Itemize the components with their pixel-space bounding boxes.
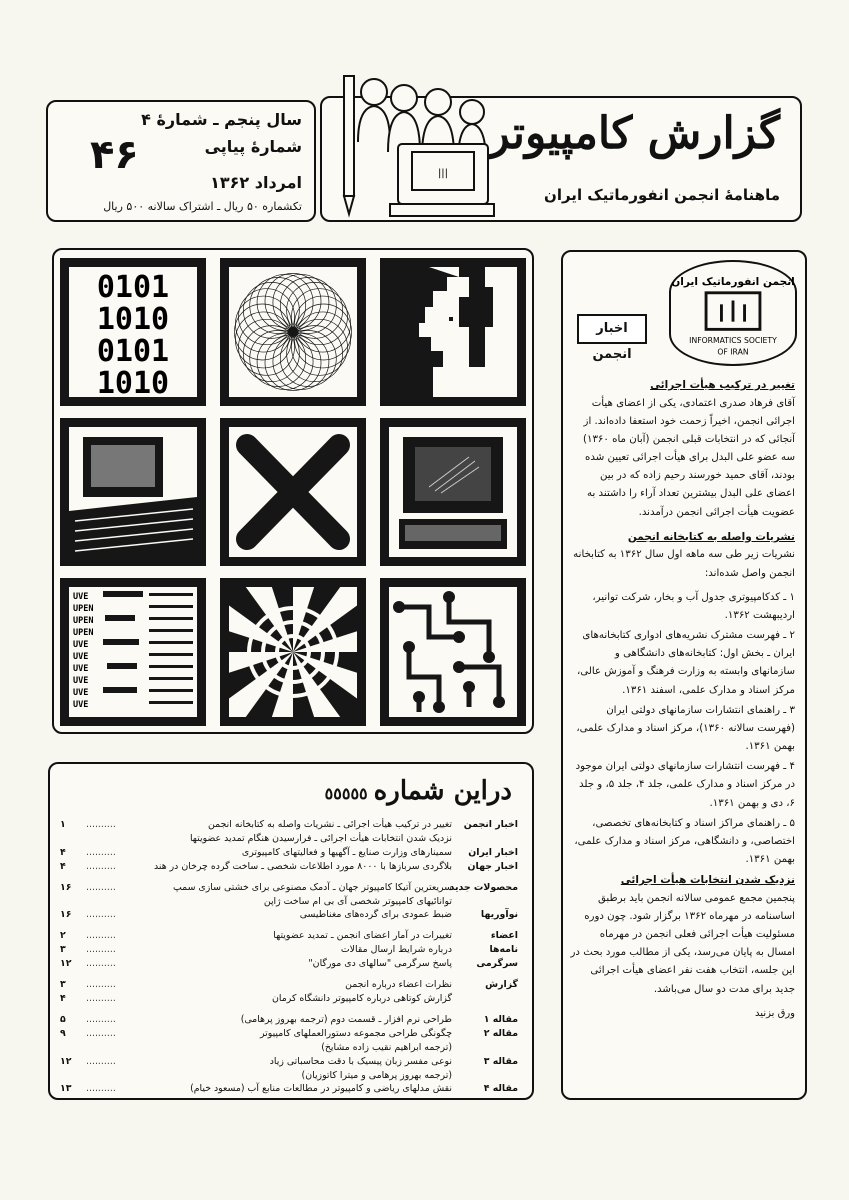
contents-section: اخبار انجمن <box>463 819 518 830</box>
contents-section: مقاله ۱ <box>483 1013 518 1025</box>
contents-section: مقاله ۳ <box>483 1055 518 1067</box>
binary-digits-tile <box>60 258 206 406</box>
contents-spacer <box>60 971 518 978</box>
contents-section: مقاله ۲ <box>483 1027 518 1039</box>
contents-row[interactable] <box>60 992 518 1006</box>
contents-leader: .......... <box>86 881 116 893</box>
contents-spacer <box>60 1006 518 1013</box>
listing-line-9: UVE <box>73 688 89 698</box>
circuit-board-tile <box>380 578 526 726</box>
contents-entry: (ترجمه ابراهیم نقیب زاده مشایخ) <box>321 1041 452 1053</box>
binary-line-3: 0101 <box>96 334 170 369</box>
contents-row[interactable] <box>60 881 518 895</box>
spirograph-tile <box>220 258 366 406</box>
contents-entry: سمینارهای وزارت صنایع ـ آگهیها و فعالیتهای کامپیوتری <box>241 846 452 858</box>
contents-page-number: ۵ <box>60 1013 66 1025</box>
contents-section <box>458 1041 518 1055</box>
news-text-board-change: آقای فرهاد صدری اعتمادی، یکی از اعضای هیأت اجرائی انجمن، اخیراً زحمت خود استعفا داده‌اند. از آنجائی که در انتخابات قبلی انجمن (آبان ماه ۱۳۶۰) سه عضو علی البدل برای هیأت اجرائی تعیین شده بودند، آقای حمید خورسند رحیم زاده که در بین اعضای علی البدل بیشترین تعداد آراء را داشتند به عضویت هیأت اجرائی انجمن درآمدند. <box>583 397 795 518</box>
contents-title <box>325 776 512 806</box>
contents-page-number <box>60 1069 80 1083</box>
contents-row[interactable] <box>60 943 518 957</box>
contents-row[interactable] <box>60 1027 518 1041</box>
contents-section <box>458 832 518 846</box>
contents-page-number: ۱۲ <box>60 1055 72 1067</box>
contents-row[interactable] <box>60 846 518 860</box>
contents-page-number: ۱ <box>60 819 66 830</box>
listing-line-3: UPEN <box>73 616 94 626</box>
contents-entry: ضبط عمودی برای گرده‌های مغناطیسی <box>299 909 452 921</box>
contents-section: اخبار ایران <box>468 846 518 858</box>
turn-page-note: ورق بزنید <box>755 1007 795 1019</box>
contents-row[interactable] <box>60 978 518 992</box>
contents-entry: نظرات اعضاء درباره انجمن <box>345 979 452 991</box>
binary-line-4: 1010 <box>96 366 170 397</box>
x-cross-tile <box>220 418 366 566</box>
binary-line-1: 0101 <box>96 270 170 305</box>
listing-line-5: UVE <box>73 640 89 650</box>
contents-page-number: ۱۲ <box>60 958 72 970</box>
listing-line-1: UVE <box>73 592 89 602</box>
library-item: ۴ ـ فهرست انتشارات سازمانهای دولتی ایران موجود در مرکز اسناد و مدارک علمی، جلد ۴، جلد ۵، و جلد ۶، دی و بهمن ۱۳۶۱. <box>575 761 795 809</box>
contents-entry: درباره شرایط ارسال مقالات <box>340 944 452 956</box>
pixel-profile-tile <box>380 258 526 406</box>
contents-entry: توانائیهای کامپیوتر شخصی آی بی ام ساخت ژاپن <box>263 895 452 907</box>
contents-title-text: دراین شماره <box>373 776 512 806</box>
contents-page-number <box>60 1041 80 1055</box>
contents-section <box>458 1069 518 1083</box>
contents-row[interactable] <box>60 832 518 846</box>
contents-section: اعضاء <box>490 930 518 942</box>
listing-line-6: UVE <box>73 652 89 662</box>
svg-text:|||: ||| <box>437 168 449 179</box>
contents-leader: .......... <box>86 1083 116 1095</box>
contents-row[interactable] <box>60 818 518 832</box>
contents-section: محصولات جدید <box>449 881 518 893</box>
contents-row[interactable] <box>60 1082 518 1096</box>
contents-leader: .......... <box>86 1027 116 1039</box>
contents-page-number <box>60 895 80 909</box>
contents-page-number: ۴ <box>60 860 66 872</box>
contents-page-number: ۳ <box>60 979 66 991</box>
contents-page-number: ۹ <box>60 1027 66 1039</box>
contents-leader: .......... <box>86 930 116 942</box>
issue-info-box <box>46 100 316 222</box>
contents-leader: .......... <box>86 1055 116 1067</box>
computer-keyboard-tile <box>60 418 206 566</box>
contents-entry: گزارش کوتاهی درباره کامپیوتر دانشگاه کرمان <box>272 992 452 1004</box>
serial-line <box>60 132 302 178</box>
logo-name-en-1: INFORMATICS SOCIETY <box>689 335 777 345</box>
news-text-elections: پنجمین مجمع عمومی سالانه انجمن باید برطبق اساسنامه در مهرماه ۱۳۶۲ برگزار شود. چون دوره مسئولیت هیأت اجرائی فعلی انجمن در مهرماه امسال به پایان می‌رسد، یکی از مطالب مورد بحث در این جلسه، انتخاب هفت نفر اعضای هیأت اجرائی جدید برای مدت دو سال می‌باشد. <box>570 892 795 995</box>
contents-row[interactable] <box>60 860 518 874</box>
contents-row[interactable] <box>60 1013 518 1027</box>
contents-page-number <box>60 832 80 846</box>
contents-entry: بلاگردی سربازها با ۸۰۰۰ مورد اطلاعات شخصی ـ ساخت گرده چرخان در هند <box>153 860 452 872</box>
society-news-label: اخبار انجمن <box>577 314 647 344</box>
news-text-library-intro: نشریات زیر طی سه ماهه اول سال ۱۳۶۲ به کتابخانه انجمن واصل شده‌اند: <box>573 549 795 579</box>
contents-page-number: ۴ <box>60 846 66 858</box>
listing-line-2: UPEN <box>73 604 94 614</box>
library-item: ۱ ـ کدکامپیوتری جدول آب و بخار، شرکت توانیر، اردیبهشت ۱۳۶۲. <box>592 591 795 621</box>
contents-row[interactable] <box>60 957 518 971</box>
contents-leader: .......... <box>86 979 116 991</box>
contents-entry: تغییرات در آمار اعضای انجمن ـ تمدید عضویتها <box>273 930 452 942</box>
printout-listing-tile <box>60 578 206 726</box>
contents-section: اخبار جهان <box>467 860 518 872</box>
society-logo <box>669 260 797 366</box>
contents-leader: .......... <box>86 1013 116 1025</box>
serial-number: ۴۶ <box>90 132 139 178</box>
contents-row[interactable] <box>60 929 518 943</box>
contents-row[interactable] <box>60 1041 518 1055</box>
contents-row[interactable] <box>60 908 518 922</box>
contents-leader: .......... <box>86 944 116 956</box>
contents-entry: سریعترین آتیکا کامپیوتر جهان ـ آدمک مصنوعی برای خشتی سازی سمپ <box>172 881 452 893</box>
listing-line-8: UVE <box>73 676 89 686</box>
magazine-subtitle: ماهنامۀ انجمن انفورماتیک ایران <box>544 186 780 204</box>
contents-section: مقاله ۴ <box>483 1083 518 1095</box>
contents-entry: نقش مدلهای ریاضی و کامپیوتر در مطالعات منابع آب (مسعود خیام) <box>190 1083 452 1095</box>
logo-name-fa: انجمن انفورماتیک ایران <box>671 276 795 289</box>
contents-title-dots: ٥٥٥٥٥ <box>324 784 368 803</box>
contents-row[interactable] <box>60 1055 518 1069</box>
library-item: ۵ ـ راهنمای مراکز اسناد و کتابخانه‌های تخصصی، اختصاصی، و دانشگاهی، مرکز اسناد و مدارک علمی، بهمن ۱۳۶۱. <box>574 817 795 865</box>
contents-section <box>458 992 518 1006</box>
contents-entry: نوعی مفسر زبان پیسیک با دقت محاسباتی زیاد <box>269 1055 452 1067</box>
contents-entry: نزدیک شدن انتخابات هیأت اجرائی ـ فرارسیدن هنگام تمدید عضویتها <box>189 832 452 844</box>
contents-leader: .......... <box>86 860 116 872</box>
contents-leader: .......... <box>86 992 116 1004</box>
magazine-title: گزارش کامپیوتر <box>488 108 780 159</box>
news-body <box>569 374 795 1023</box>
contents-box <box>48 762 534 1100</box>
contents-entry: (ترجمه بهروز پرهامی و میترا کاتوزیان) <box>301 1069 452 1081</box>
contents-entry: چگونگی طراحی مجموعه دستورالعملهای کامپیوتر <box>259 1027 452 1039</box>
contents-spacer <box>60 874 518 881</box>
library-item: ۲ ـ فهرست مشترک نشریه‌های ادواری کتابخانه‌های ایران ـ بخش اول: کتابخانه‌های دانشگاهی و سازمانهای وابسته به وزارت فرهنگ و آموزش عالی، مرکز اسناد و مدارک علمی، اسفند ۱۳۶۱. <box>576 630 795 696</box>
contents-list <box>60 818 518 1096</box>
spiro-center <box>288 327 298 337</box>
contents-row[interactable] <box>60 1069 518 1083</box>
price-line: تکشماره ۵۰ ریال ـ اشتراک سالانه ۵۰۰ ریال <box>103 200 302 213</box>
volume-label: سال پنجم ـ شمارۀ ۴ <box>141 110 302 129</box>
contents-section: نوآوریها <box>480 909 518 921</box>
listing-line-7: UVE <box>73 664 89 674</box>
contents-leader: .......... <box>86 909 116 921</box>
contents-page-number: ۱۶ <box>60 909 72 921</box>
contents-entry: تغییر در ترکیب هیأت اجرائی ـ نشریات واصله به کتابخانه انجمن <box>208 819 452 830</box>
news-heading-elections: نزدیک شدن انتخابات هیأت اجرائی <box>620 874 795 887</box>
contents-section: سرگرمی <box>476 958 518 970</box>
listing-line-10: UVE <box>73 700 89 710</box>
cover-art-panel <box>52 248 534 734</box>
contents-entry: طراحی نرم افزار ـ قسمت دوم (ترجمه بهروز پرهامی) <box>240 1013 452 1025</box>
contents-entry: پاسخ سرگرمی "سالهای دی مورگان" <box>308 958 452 970</box>
serial-label: شمارۀ پیاپی <box>204 137 302 156</box>
society-news-column <box>561 250 807 1100</box>
binary-line-2: 1010 <box>96 302 170 337</box>
logo-name-en-2: OF IRAN <box>717 347 749 357</box>
contents-leader: .......... <box>86 819 116 830</box>
contents-page-number: ۳ <box>60 944 66 956</box>
terminal-screen-tile <box>380 418 526 566</box>
contents-section: گزارش <box>485 979 518 991</box>
radial-op-art-tile <box>220 578 366 726</box>
contents-page-number: ۱۶ <box>60 881 72 893</box>
news-heading-library: نشریات واصله به کتابخانه انجمن <box>627 530 795 543</box>
news-heading-board-change: تغییر در ترکیب هیأت اجرائی <box>650 379 795 391</box>
contents-page-number: ۴ <box>60 992 66 1004</box>
contents-spacer <box>60 922 518 929</box>
contents-page-number: ۱۳ <box>60 1083 72 1095</box>
contents-section: نامه‌ها <box>489 944 518 956</box>
contents-section <box>458 895 518 909</box>
library-item: ۳ ـ راهنمای انتشارات سازمانهای دولتی ایران (فهرست سالانه ۱۳۶۰)، مرکز اسناد و مدارک علمی، بهمن ۱۳۶۱. <box>576 704 795 753</box>
contents-page-number: ۲ <box>60 930 66 942</box>
listing-line-4: UPEN <box>73 628 94 638</box>
contents-row[interactable] <box>60 895 518 909</box>
contents-leader: .......... <box>86 958 116 970</box>
people-computer-illustration <box>330 72 500 222</box>
contents-leader: .......... <box>86 846 116 858</box>
issue-date: امرداد ۱۳۶۲ <box>210 173 302 192</box>
